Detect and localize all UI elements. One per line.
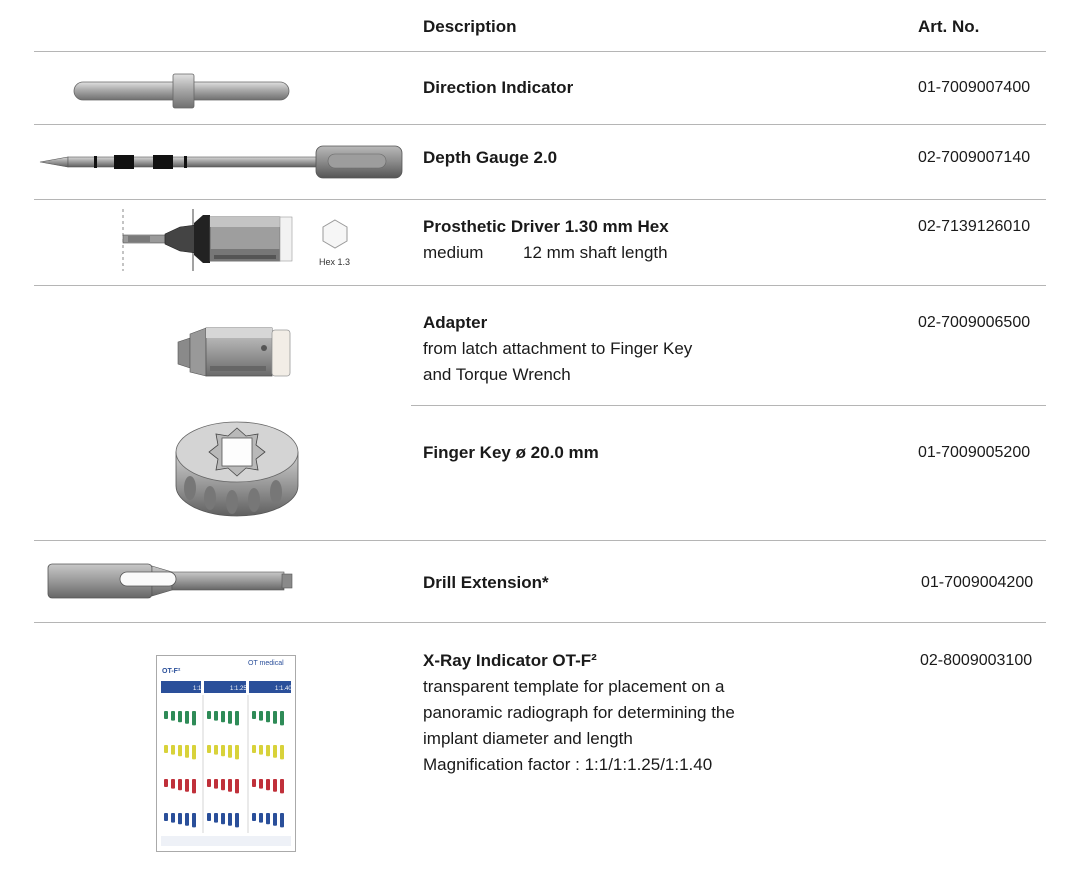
item-desc-xray-line2: panoramic radiograph for determining the [423, 703, 735, 722]
hex-icon [320, 218, 350, 250]
item-art-drill-extension: 01-7009004200 [921, 574, 1034, 591]
xray-implant-mark [178, 745, 182, 756]
xray-implant-mark [178, 711, 182, 722]
xray-implant-mark [221, 779, 225, 790]
xray-implant-mark [228, 813, 232, 826]
xray-implant-mark [207, 779, 211, 787]
xray-implant-mark [185, 745, 189, 758]
adapter-image [176, 322, 296, 386]
xray-implant-mark [235, 711, 239, 725]
xray-implant-mark [252, 711, 256, 719]
xray-implant-mark [207, 711, 211, 719]
xray-implant-mark [280, 745, 284, 759]
item-name-depth-gauge: Depth Gauge 2.0 [423, 148, 558, 167]
xray-implant-mark [192, 813, 196, 827]
divider [411, 405, 1046, 406]
xray-implant-mark [192, 779, 196, 793]
item-desc-adapter-line2: and Torque Wrench [423, 365, 571, 384]
item-desc-xray-line1: transparent template for placement on a [423, 677, 725, 696]
direction-indicator-image [70, 72, 300, 112]
xray-ratio-1: 1:1 [193, 686, 202, 692]
xray-implant-mark [171, 711, 175, 721]
xray-implant-mark [221, 745, 225, 756]
xray-implant-mark [185, 711, 189, 724]
xray-implant-mark [171, 813, 175, 823]
xray-implant-mark [266, 779, 270, 790]
xray-implant-mark [266, 813, 270, 824]
xray-implant-mark [259, 779, 263, 789]
xray-implant-mark [235, 813, 239, 827]
xray-implant-mark [171, 745, 175, 755]
item-art-prosthetic-driver: 02-7139126010 [918, 218, 1031, 235]
xray-implant-mark [228, 711, 232, 724]
xray-implant-mark [178, 813, 182, 824]
xray-implant-mark [228, 779, 232, 792]
xray-implant-mark [164, 779, 168, 787]
xray-card-title: OT-F² [162, 668, 181, 675]
divider [34, 285, 1046, 286]
item-name-finger-key: Finger Key ø 20.0 mm [423, 443, 599, 462]
xray-implant-mark [259, 813, 263, 823]
column-header-description: Description [423, 17, 517, 36]
xray-implant-mark [185, 779, 189, 792]
xray-implant-mark [214, 779, 218, 789]
xray-implant-mark [252, 813, 256, 821]
xray-implant-mark [228, 745, 232, 758]
item-desc-prosthetic-driver-length: 12 mm shaft length [523, 243, 668, 262]
item-name-drill-extension: Drill Extension* [423, 573, 549, 592]
xray-implant-mark [259, 711, 263, 721]
item-art-xray-indicator: 02-8009003100 [920, 652, 1033, 669]
xray-implant-mark [221, 813, 225, 824]
xray-card-brand: OT medical [248, 660, 284, 667]
depth-gauge-image [38, 138, 408, 188]
item-art-depth-gauge: 02-7009007140 [918, 149, 1031, 166]
xray-implant-mark [178, 779, 182, 790]
item-desc-xray-line3: implant diameter and length [423, 729, 633, 748]
xray-implant-mark [273, 813, 277, 826]
item-art-finger-key: 01-7009005200 [918, 444, 1031, 461]
divider [34, 124, 1046, 125]
xray-implant-mark [207, 813, 211, 821]
xray-implant-mark [273, 745, 277, 758]
divider [34, 540, 1046, 541]
xray-implant-mark [280, 711, 284, 725]
xray-implant-mark [164, 745, 168, 753]
finger-key-image [170, 412, 304, 524]
xray-implant-mark [171, 779, 175, 789]
item-art-adapter: 02-7009006500 [918, 314, 1031, 331]
xray-implant-mark [185, 813, 189, 826]
item-name-direction-indicator: Direction Indicator [423, 78, 574, 97]
xray-implant-mark [214, 711, 218, 721]
prosthetic-driver-image [118, 205, 298, 275]
xray-implant-mark [252, 779, 256, 787]
xray-implant-mark [252, 745, 256, 753]
xray-implant-mark [214, 813, 218, 823]
xray-implant-mark [235, 779, 239, 793]
xray-implant-mark [164, 711, 168, 719]
xray-ratio-3: 1:1.40 [275, 686, 292, 692]
xray-implant-mark [259, 745, 263, 755]
xray-implant-mark [214, 745, 218, 755]
xray-implant-mark [266, 745, 270, 756]
divider [34, 51, 1046, 52]
xray-implant-mark [280, 813, 284, 827]
item-name-xray-indicator: X-Ray Indicator OT-F² [423, 651, 597, 670]
xray-indicator-card-image [156, 655, 296, 852]
item-name-adapter: Adapter [423, 313, 488, 332]
xray-implant-mark [273, 779, 277, 792]
column-header-art-no: Art. No. [918, 17, 980, 36]
xray-implant-mark [192, 711, 196, 725]
xray-implant-mark [207, 745, 211, 753]
item-desc-xray-line4: Magnification factor : 1:1/1:1.25/1:1.40 [423, 755, 713, 774]
divider [34, 622, 1046, 623]
hex-label: Hex 1.3 [319, 257, 351, 267]
item-desc-adapter-line1: from latch attachment to Finger Key [423, 339, 693, 358]
xray-ratio-2: 1:1.25 [230, 686, 247, 692]
divider [34, 199, 1046, 200]
xray-implant-mark [221, 711, 225, 722]
item-art-direction-indicator: 01-7009007400 [918, 79, 1031, 96]
xray-implant-mark [192, 745, 196, 759]
drill-extension-image [44, 560, 299, 602]
item-desc-prosthetic-driver-medium: medium [423, 243, 484, 262]
item-name-prosthetic-driver: Prosthetic Driver 1.30 mm Hex [423, 217, 669, 236]
xray-implant-mark [280, 779, 284, 793]
xray-implant-mark [164, 813, 168, 821]
xray-implant-mark [273, 711, 277, 724]
xray-implant-mark [235, 745, 239, 759]
xray-implant-mark [266, 711, 270, 722]
